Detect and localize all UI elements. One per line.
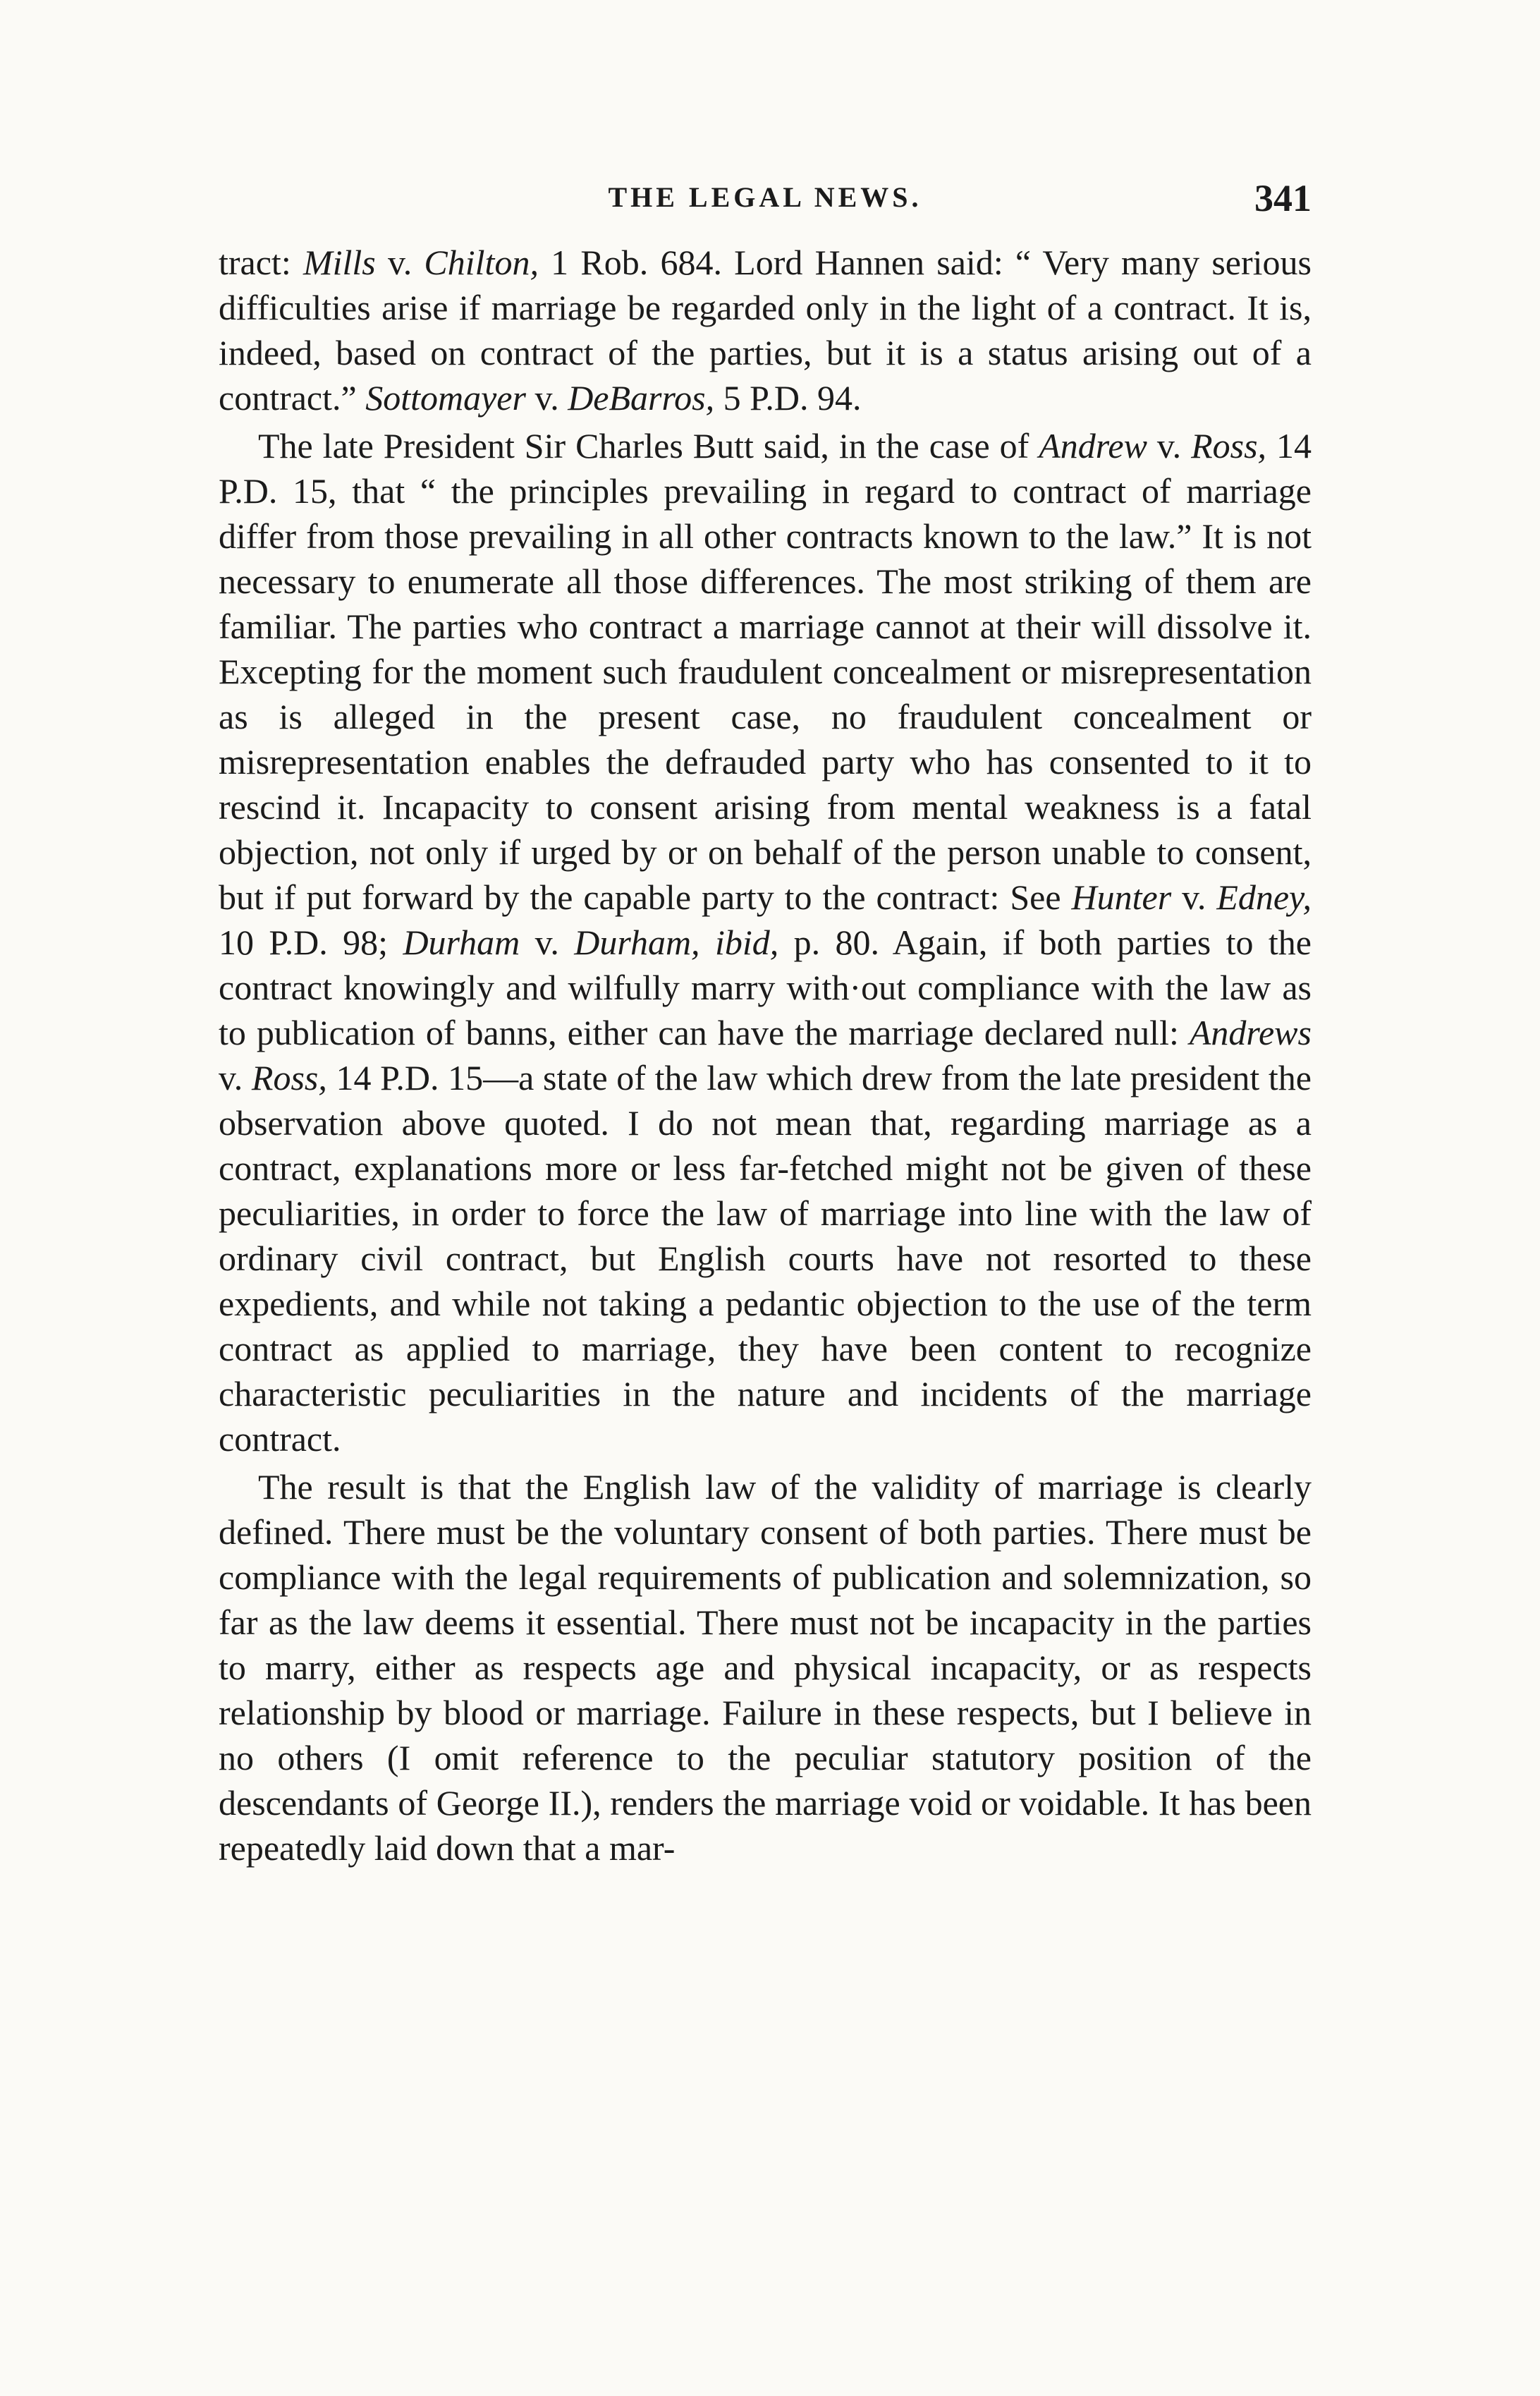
page-header [219,176,1312,240]
case-citation: Andrew [1039,426,1147,466]
page-number: 341 [1254,177,1312,219]
book-page [219,176,1312,2328]
text-run: v. [1171,877,1217,917]
text-run: v. [219,1058,252,1097]
text-run: 14 P.D. 15—a state of the law which drew from the late president the observation above quoted. I do not mean that, regarding marriage as a contract, explanations more or less far-fetched might not be given of these peculiarities, in order to force the law of marriage into line with the law of ordinary civil contract, but English courts have not resorted to these expedients, and while not taking a pedantic objection to the use of the term contract as applied to marriage, they have been content to recognize characteristic peculiarities in the nature and incidents of the marriage contract. [219,1058,1312,1459]
text-run: p. 80. Again, if both parties to the contract knowingly and wilfully marry with·out compliance with the law as to publication of banns, either can have the marriage declared null: [219,923,1312,1052]
text-run: 14 P.D. 15, that “ the principles prevailing in regard to contract of marriage differ from those prevailing in all other contracts known to the law.” It is not necessary to enumerate all those differences. The most striking of them are familiar. The parties who contract a marriage cannot at their will dissolve it. Excepting for the moment such fraudulent concealment or misrepresentation as is alleged in the present case, no fraudulent concealment or misrepresentation enables the defrauded party who has consented to it to rescind it. Incapacity to consent arising from mental weakness is a fatal objection, not only if urged by or on behalf of the person unable to consent, but if put forward by the capable party to the contract: See [219,426,1312,917]
text-run: The late President Sir Charles Butt said, in the case of [258,426,1039,466]
case-citation: Mills [302,243,376,282]
case-citation: Andrews [1189,1013,1312,1052]
case-citation: Ross, [251,1058,327,1097]
case-citation: Chilton, [424,243,539,282]
text-run: v. [525,378,568,418]
case-citation: Durham [403,923,520,962]
case-citation: Durham, ibid, [574,923,779,962]
text-run: 10 P.D. 98; [219,923,403,962]
text-run: The result is that the English law of the validity of marriage is clearly defined. There must be the voluntary consent of both parties. There must be compliance with the legal requirements of publication and solemnization, so far as the law deems it essential. There must not be incapacity in the parties to marry, either as respects age and physical incapacity, or as respects relationship by blood or marriage. Failure in these respects, but I believe in no others (I omit reference to the peculiar statutory position of the descendants of George II.), renders the marriage void or voidable. It has been repeatedly laid down that a mar- [219,1467,1312,1868]
text-run: 5 P.D. 94. [714,378,862,418]
text-run: v. [375,243,424,282]
case-citation: Sottomayer [365,378,526,418]
text-run: tract: [219,243,303,282]
case-citation: DeBarros, [568,378,715,418]
text-run: v. [1147,426,1192,466]
text-run: 1 Rob. 684. Lord Hannen said: “ Very many serious difficulties arise if marriage be regarded only in the light of a contract. It is, indeed, based on contract of the parties, but it is a status arising out of a contract.” [219,243,1312,418]
running-head: THE LEGAL NEWS. [608,181,922,213]
case-citation: Edney, [1216,877,1312,917]
text-run: v. [520,923,575,962]
body-text [219,240,1312,1871]
paragraph [219,240,1312,420]
case-citation: Hunter [1071,877,1172,917]
paragraph [219,1464,1312,1871]
paragraph [219,423,1312,1461]
case-citation: Ross, [1191,426,1267,466]
